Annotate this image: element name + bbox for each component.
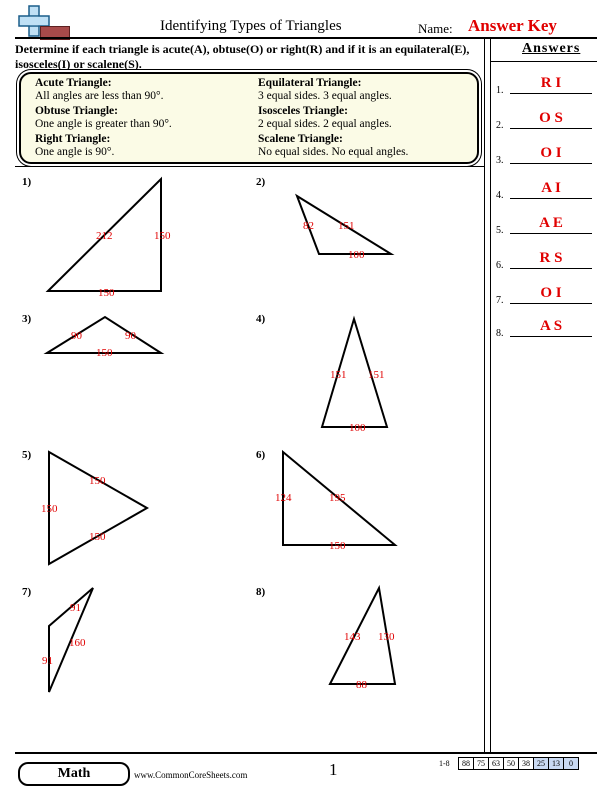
score-cell: 13 bbox=[549, 758, 564, 770]
name-label: Name: bbox=[418, 21, 453, 36]
measure-label: 151 bbox=[368, 369, 385, 381]
problem-label: 7) bbox=[22, 586, 32, 598]
measure-label: 160 bbox=[69, 637, 86, 649]
measure-label: 150 bbox=[98, 287, 115, 299]
measure-label: 212 bbox=[96, 230, 113, 242]
def-acute-title: Acute Triangle: bbox=[35, 77, 112, 89]
answer-number: 4. bbox=[496, 190, 504, 201]
answers-heading: Answers bbox=[522, 41, 581, 56]
problem-label: 8) bbox=[256, 586, 266, 598]
answer-number: 7. bbox=[496, 295, 504, 306]
answer-number: 3. bbox=[496, 155, 504, 166]
def-equilateral-text: 3 equal sides. 3 equal angles. bbox=[258, 90, 392, 102]
def-equilateral-title: Equilateral Triangle: bbox=[258, 77, 362, 89]
instructions: Determine if each triangle is acute(A), obtuse(O) or right(R) and if it is an equilateral(E), isosceles(I) or scalene(S). bbox=[15, 42, 470, 71]
measure-label: 90 bbox=[71, 330, 82, 342]
score-range-label: 1-8 bbox=[439, 759, 450, 768]
answer-value: R I bbox=[540, 75, 562, 91]
def-scalene-text: No equal sides. No equal angles. bbox=[258, 146, 409, 158]
measure-label: 143 bbox=[344, 631, 361, 643]
score-cell: 50 bbox=[504, 758, 519, 770]
measure-label: 124 bbox=[275, 492, 292, 504]
measure-label: 100 bbox=[349, 422, 366, 434]
problem-label: 1) bbox=[22, 176, 32, 188]
measure-label: 150 bbox=[154, 230, 171, 242]
measure-label: 91 bbox=[42, 655, 53, 667]
def-acute-text: All angles are less than 90°. bbox=[35, 90, 164, 102]
problem-label: 3) bbox=[22, 313, 32, 325]
measure-label: 150 bbox=[41, 503, 58, 515]
score-table bbox=[458, 757, 579, 770]
subject-badge: Math bbox=[18, 762, 130, 786]
answer-value: O S bbox=[539, 110, 563, 126]
score-cell: 0 bbox=[564, 758, 579, 770]
measure-label: 100 bbox=[348, 249, 365, 261]
answer-number: 8. bbox=[496, 328, 504, 339]
answer-value: R S bbox=[539, 250, 563, 266]
answer-number: 5. bbox=[496, 225, 504, 236]
answer-number: 6. bbox=[496, 260, 504, 271]
measure-label: 150 bbox=[89, 531, 106, 543]
problem-label: 5) bbox=[22, 449, 32, 461]
def-obtuse-text: One angle is greater than 90°. bbox=[35, 118, 172, 130]
answer-value: A S bbox=[539, 318, 563, 334]
triangle-5 bbox=[49, 452, 147, 564]
score-cell: 38 bbox=[519, 758, 534, 770]
measure-label: 90 bbox=[125, 330, 136, 342]
score-cell: 25 bbox=[534, 758, 549, 770]
def-right-text: One angle is 90°. bbox=[35, 146, 115, 158]
footer-rule bbox=[15, 752, 597, 754]
answer-value: O I bbox=[540, 145, 562, 161]
page-title: Identifying Types of Triangles bbox=[160, 18, 342, 34]
measure-label: 88 bbox=[356, 679, 367, 691]
score-cell: 63 bbox=[489, 758, 504, 770]
measure-label: 82 bbox=[303, 220, 314, 232]
problem-label: 4) bbox=[256, 313, 266, 325]
answer-number: 2. bbox=[496, 120, 504, 131]
page-number: 1 bbox=[329, 760, 338, 779]
measure-label: 150 bbox=[89, 475, 106, 487]
answer-key-label: Answer Key bbox=[468, 16, 557, 35]
measure-label: 151 bbox=[330, 369, 347, 381]
def-isosceles-title: Isosceles Triangle: bbox=[258, 105, 348, 117]
problem-label: 2) bbox=[256, 176, 266, 188]
measure-label: 130 bbox=[378, 631, 395, 643]
def-obtuse-title: Obtuse Triangle: bbox=[35, 105, 118, 117]
measure-label: 195 bbox=[329, 492, 346, 504]
measure-label: 150 bbox=[96, 347, 113, 359]
score-cell: 75 bbox=[474, 758, 489, 770]
measure-label: 151 bbox=[338, 220, 355, 232]
def-isosceles-text: 2 equal sides. 2 equal angles. bbox=[258, 118, 392, 130]
answer-value: O I bbox=[540, 285, 562, 301]
problem-label: 6) bbox=[256, 449, 266, 461]
answer-number: 1. bbox=[496, 85, 504, 96]
score-cell: 88 bbox=[459, 758, 474, 770]
measure-label: 150 bbox=[329, 540, 346, 552]
measure-label: 91 bbox=[70, 602, 81, 614]
def-right-title: Right Triangle: bbox=[35, 133, 111, 145]
def-scalene-title: Scalene Triangle: bbox=[258, 133, 343, 145]
footer-url: www.CommonCoreSheets.com bbox=[134, 770, 248, 780]
answer-value: A E bbox=[539, 215, 563, 231]
answer-value: A I bbox=[541, 180, 561, 196]
